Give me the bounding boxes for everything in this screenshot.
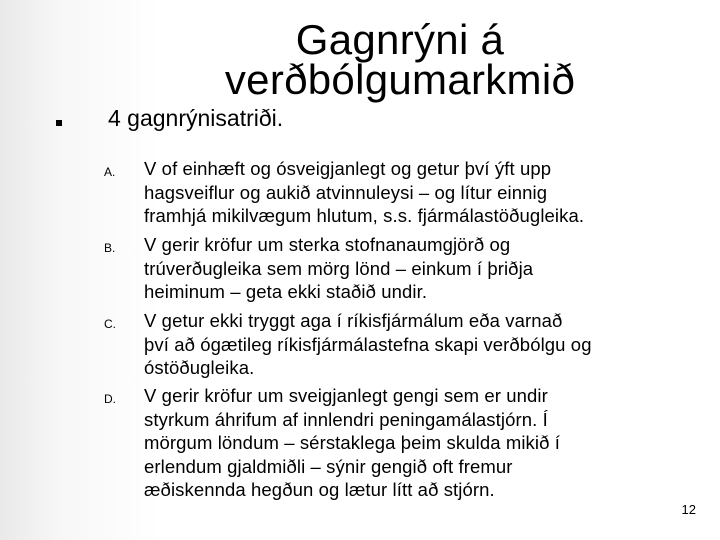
square-bullet-icon [56, 120, 62, 126]
text-line: V gerir kröfur um sterka stofnanaumgjörð og [144, 234, 511, 255]
text-line: hagsveiflur og aukið atvinnuleysi – og lítur einnig [144, 181, 548, 203]
text-line: erlendum gjaldmiðli – sýnir gengið oft fremur [144, 455, 513, 477]
text-line: heiminum – geta ekki staðið undir. [144, 281, 428, 302]
text-line: óstöðugleika. [144, 357, 255, 378]
text-line: V of einhæft og ósveigjanlegt og getur því ýft upp [144, 158, 552, 179]
slide-title [160, 16, 640, 103]
list-item-text [144, 309, 684, 380]
text-line: styrkum áhrifum af innlendri peningamálastjórn. Í [144, 408, 548, 430]
page-number: 12 [681, 502, 696, 517]
list-marker: D. [104, 392, 116, 406]
list-item-text [144, 384, 684, 502]
list-item-text [144, 233, 684, 304]
main-point: 4 gagnrýnisatriði. [108, 105, 284, 131]
title-line: verðbólgumarkmið [224, 56, 576, 103]
list-item-text [144, 157, 684, 228]
text-line: mörgum löndum – sérstaklega þeim skulda mikið í [144, 432, 560, 453]
title-line: Gagnrýni á [295, 16, 505, 63]
list-marker: B. [104, 241, 116, 255]
text-line: því að ógætileg ríkisfjármálastefna skapi verðbólgu og [144, 333, 592, 355]
text-line: V getur ekki tryggt aga í ríkisfjármálum eða varnað [144, 310, 563, 331]
text-line: æðiskennda hegðun og lætur lítt að stjórn. [144, 479, 495, 500]
list-marker: C. [104, 317, 116, 331]
text-line: trúverðugleika sem mörg lönd – einkum í þriðja [144, 257, 534, 279]
list-marker: A. [104, 165, 116, 179]
text-line: framhjá mikilvægum hlutum, s.s. fjármálastöðugleika. [144, 205, 585, 226]
text-line: V gerir kröfur um sveigjanlegt gengi sem er undir [144, 385, 548, 406]
